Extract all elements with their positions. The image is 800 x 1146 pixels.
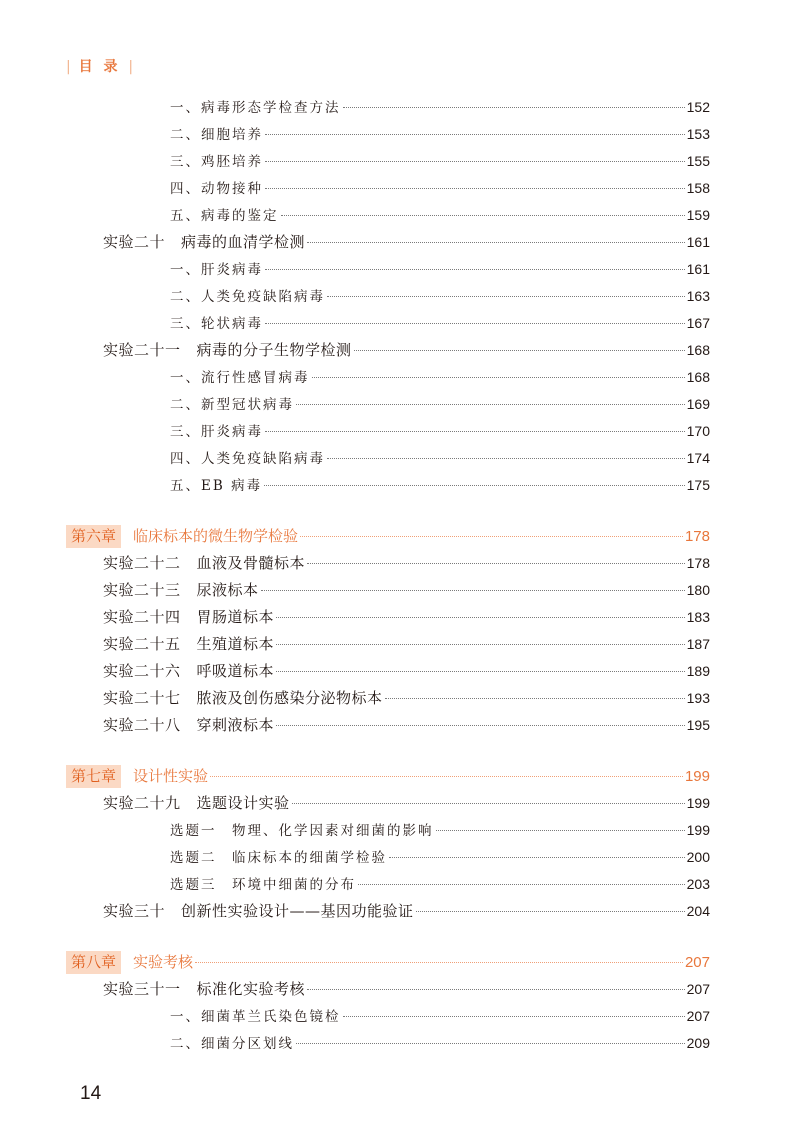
entry-title: 临床标本的微生物学检验 bbox=[133, 527, 299, 545]
entry-title: 选题设计实验 bbox=[196, 794, 290, 812]
entry-title-group bbox=[170, 846, 387, 866]
entry-title: 穿刺液标本 bbox=[196, 716, 275, 734]
entry-page-number: 168 bbox=[686, 369, 710, 385]
experiment-number: 实验二十八 bbox=[103, 716, 181, 734]
subsection-entry[interactable] bbox=[170, 420, 710, 440]
entry-title-group bbox=[170, 393, 294, 413]
entry-title-group bbox=[103, 900, 414, 921]
entry-title-group bbox=[170, 285, 325, 305]
entry-title: 一、病毒形态学检查方法 bbox=[170, 100, 341, 116]
entry-page-number: 170 bbox=[686, 423, 710, 439]
entry-title: 实验考核 bbox=[133, 953, 194, 971]
entry-page-number: 195 bbox=[686, 717, 710, 733]
entry-title-group bbox=[170, 312, 263, 332]
dot-leader bbox=[358, 884, 685, 885]
entry-title: 一、肝炎病毒 bbox=[170, 262, 263, 278]
entry-page-number: 199 bbox=[686, 795, 710, 811]
experiment-number: 实验二十一 bbox=[103, 341, 181, 359]
experiment-entry[interactable] bbox=[103, 687, 710, 708]
entry-title-group bbox=[170, 420, 263, 440]
dot-leader bbox=[292, 803, 685, 804]
entry-page-number: 203 bbox=[686, 876, 710, 892]
dot-leader bbox=[265, 188, 685, 189]
entry-page-number: 168 bbox=[686, 342, 710, 358]
subsection-entry[interactable] bbox=[170, 393, 710, 413]
entry-title-group bbox=[170, 819, 434, 839]
experiment-entry[interactable] bbox=[103, 978, 710, 999]
subsection-entry[interactable] bbox=[170, 447, 710, 467]
entry-title-group bbox=[103, 552, 305, 573]
dot-leader bbox=[265, 431, 685, 432]
entry-title-group bbox=[66, 951, 193, 972]
entry-title-group bbox=[103, 978, 305, 999]
entry-title: 创新性实验设计——基因功能验证 bbox=[181, 902, 414, 920]
dot-leader bbox=[296, 1043, 685, 1044]
entry-page-number: 178 bbox=[684, 528, 710, 545]
entry-page-number: 209 bbox=[686, 1035, 710, 1051]
entry-title: 设计性实验 bbox=[133, 767, 209, 785]
dot-leader bbox=[389, 857, 685, 858]
subsection-entry[interactable] bbox=[170, 474, 710, 494]
experiment-number: 实验二十四 bbox=[103, 608, 181, 626]
entry-title-group bbox=[170, 1005, 341, 1025]
dot-leader bbox=[210, 776, 683, 777]
experiment-entry[interactable] bbox=[103, 579, 710, 600]
dot-leader bbox=[276, 644, 685, 645]
subsection-entry[interactable] bbox=[170, 150, 710, 170]
entry-title: 胃肠道标本 bbox=[196, 608, 275, 626]
entry-title: 二、细菌分区划线 bbox=[170, 1036, 294, 1052]
page-number: 14 bbox=[80, 1083, 102, 1104]
experiment-number: 实验二十五 bbox=[103, 635, 181, 653]
entry-title-group bbox=[103, 792, 290, 813]
toc-header-label: 目 录 bbox=[78, 59, 121, 75]
entry-page-number: 153 bbox=[686, 126, 710, 142]
entry-title: 病毒的分子生物学检测 bbox=[196, 341, 352, 359]
entry-title-group bbox=[170, 258, 263, 278]
chapter-number: 第八章 bbox=[66, 951, 121, 974]
experiment-entry[interactable] bbox=[103, 231, 710, 252]
experiment-entry[interactable] bbox=[103, 792, 710, 813]
header-bar-left: | bbox=[66, 59, 71, 75]
entry-page-number: 152 bbox=[686, 99, 710, 115]
experiment-number: 实验二十二 bbox=[103, 554, 181, 572]
dot-leader bbox=[385, 698, 685, 699]
entry-title-group bbox=[170, 123, 263, 143]
entry-page-number: 199 bbox=[684, 768, 710, 785]
subsection-entry[interactable] bbox=[170, 312, 710, 332]
entry-title-group bbox=[170, 366, 310, 386]
header-bar-right: | bbox=[128, 59, 134, 75]
entry-page-number: 161 bbox=[686, 234, 710, 250]
entry-page-number: 174 bbox=[686, 450, 710, 466]
dot-leader bbox=[354, 350, 685, 351]
entry-title-group bbox=[170, 150, 263, 170]
entry-title-group bbox=[170, 873, 356, 893]
subsection-entry[interactable] bbox=[170, 285, 710, 305]
experiment-number: 实验二十 bbox=[103, 233, 166, 251]
entry-page-number: 158 bbox=[686, 180, 710, 196]
experiment-number: 实验二十六 bbox=[103, 662, 181, 680]
dot-leader bbox=[327, 296, 685, 297]
entry-title: 二、细胞培养 bbox=[170, 127, 263, 143]
dot-leader bbox=[307, 242, 685, 243]
subsection-entry[interactable] bbox=[170, 258, 710, 278]
dot-leader bbox=[265, 269, 685, 270]
entry-page-number: 159 bbox=[686, 207, 710, 223]
entry-title: 一、流行性感冒病毒 bbox=[170, 370, 310, 386]
entry-title: 生殖道标本 bbox=[196, 635, 275, 653]
subsection-entry[interactable] bbox=[170, 96, 710, 116]
entry-title: 二、人类免疫缺陷病毒 bbox=[170, 289, 325, 305]
entry-title-group bbox=[103, 579, 259, 600]
chapter-number: 第七章 bbox=[66, 765, 121, 788]
chapter-number: 第六章 bbox=[66, 525, 121, 548]
experiment-entry[interactable] bbox=[103, 660, 710, 681]
entry-page-number: 207 bbox=[686, 1008, 710, 1024]
entry-title: 二、新型冠状病毒 bbox=[170, 397, 294, 413]
entry-title-group bbox=[170, 96, 341, 116]
dot-leader bbox=[261, 590, 685, 591]
entry-title: 四、动物接种 bbox=[170, 181, 263, 197]
entry-title: 三、肝炎病毒 bbox=[170, 424, 263, 440]
subsection-entry[interactable] bbox=[170, 1032, 710, 1052]
entry-page-number: 161 bbox=[686, 261, 710, 277]
subsection-entry[interactable] bbox=[170, 1005, 710, 1025]
experiment-number: 实验三十 bbox=[103, 902, 166, 920]
dot-leader bbox=[276, 725, 685, 726]
entry-title-group bbox=[103, 339, 352, 360]
dot-leader bbox=[265, 161, 685, 162]
dot-leader bbox=[312, 377, 685, 378]
entry-title-group bbox=[170, 474, 262, 494]
dot-leader bbox=[281, 215, 685, 216]
dot-leader bbox=[307, 989, 685, 990]
entry-page-number: 180 bbox=[686, 582, 710, 598]
entry-title-group bbox=[103, 714, 274, 735]
entry-title-group bbox=[103, 687, 383, 708]
dot-leader bbox=[300, 536, 683, 537]
entry-title-group bbox=[103, 660, 274, 681]
entry-page-number: 204 bbox=[686, 903, 710, 919]
entry-page-number: 207 bbox=[684, 954, 710, 971]
experiment-number: 实验二十九 bbox=[103, 794, 181, 812]
subsection-entry[interactable] bbox=[170, 846, 710, 866]
entry-title-group bbox=[103, 606, 274, 627]
subsection-entry[interactable] bbox=[170, 819, 710, 839]
subsection-entry[interactable] bbox=[170, 123, 710, 143]
experiment-number: 实验二十七 bbox=[103, 689, 181, 707]
chapter-entry[interactable] bbox=[66, 525, 710, 546]
entry-title-group bbox=[170, 204, 279, 224]
entry-title: 血液及骨髓标本 bbox=[196, 554, 306, 572]
dot-leader bbox=[195, 962, 683, 963]
entry-page-number: 175 bbox=[686, 477, 710, 493]
dot-leader bbox=[436, 830, 685, 831]
entry-page-number: 155 bbox=[686, 153, 710, 169]
entry-page-number: 167 bbox=[686, 315, 710, 331]
dot-leader bbox=[307, 563, 685, 564]
entry-title: 五、病毒的鉴定 bbox=[170, 208, 279, 224]
entry-page-number: 183 bbox=[686, 609, 710, 625]
chapter-entry[interactable] bbox=[66, 951, 710, 972]
entry-page-number: 178 bbox=[686, 555, 710, 571]
entry-title: 脓液及创伤感染分泌物标本 bbox=[196, 689, 383, 707]
experiment-number: 实验二十三 bbox=[103, 581, 181, 599]
entry-title: 五、EB 病毒 bbox=[170, 478, 263, 494]
experiment-entry[interactable] bbox=[103, 606, 710, 627]
dot-leader bbox=[296, 404, 685, 405]
entry-title: 呼吸道标本 bbox=[196, 662, 275, 680]
entry-title-group bbox=[170, 177, 263, 197]
dot-leader bbox=[265, 134, 685, 135]
subsection-entry[interactable] bbox=[170, 177, 710, 197]
subsection-entry[interactable] bbox=[170, 366, 710, 386]
entry-page-number: 187 bbox=[686, 636, 710, 652]
entry-title: 四、人类免疫缺陷病毒 bbox=[170, 451, 325, 467]
entry-title-group bbox=[103, 633, 274, 654]
entry-page-number: 189 bbox=[686, 663, 710, 679]
dot-leader bbox=[327, 458, 685, 459]
experiment-entry[interactable] bbox=[103, 552, 710, 573]
experiment-entry[interactable] bbox=[103, 900, 710, 921]
chapter-entry[interactable] bbox=[66, 765, 710, 786]
dot-leader bbox=[264, 485, 685, 486]
entry-title: 尿液标本 bbox=[196, 581, 259, 599]
entry-title: 标准化实验考核 bbox=[196, 980, 306, 998]
experiment-entry[interactable] bbox=[103, 633, 710, 654]
entry-title: 选题一 物理、化学因素对细菌的影响 bbox=[170, 823, 434, 839]
entry-title: 选题三 环境中细菌的分布 bbox=[170, 877, 356, 893]
dot-leader bbox=[276, 671, 685, 672]
experiment-number: 实验三十一 bbox=[103, 980, 181, 998]
dot-leader bbox=[343, 107, 685, 108]
entry-title: 选题二 临床标本的细菌学检验 bbox=[170, 850, 387, 866]
entry-title: 病毒的血清学检测 bbox=[181, 233, 306, 251]
experiment-entry[interactable] bbox=[103, 339, 710, 360]
entry-page-number: 200 bbox=[686, 849, 710, 865]
entry-title-group bbox=[66, 765, 208, 786]
entry-title: 一、细菌革兰氏染色镜检 bbox=[170, 1009, 341, 1025]
entry-title-group bbox=[66, 525, 298, 546]
dot-leader bbox=[265, 323, 685, 324]
dot-leader bbox=[276, 617, 685, 618]
dot-leader bbox=[416, 911, 685, 912]
entry-page-number: 169 bbox=[686, 396, 710, 412]
entry-title-group bbox=[170, 1032, 294, 1052]
entry-page-number: 163 bbox=[686, 288, 710, 304]
entry-page-number: 207 bbox=[686, 981, 710, 997]
subsection-entry[interactable] bbox=[170, 873, 710, 893]
entry-title-group bbox=[170, 447, 325, 467]
subsection-entry[interactable] bbox=[170, 204, 710, 224]
entry-page-number: 199 bbox=[686, 822, 710, 838]
entry-title-group bbox=[103, 231, 305, 252]
entry-title: 三、鸡胚培养 bbox=[170, 154, 263, 170]
entry-title: 三、轮状病毒 bbox=[170, 316, 263, 332]
experiment-entry[interactable] bbox=[103, 714, 710, 735]
dot-leader bbox=[343, 1016, 685, 1017]
entry-page-number: 193 bbox=[686, 690, 710, 706]
